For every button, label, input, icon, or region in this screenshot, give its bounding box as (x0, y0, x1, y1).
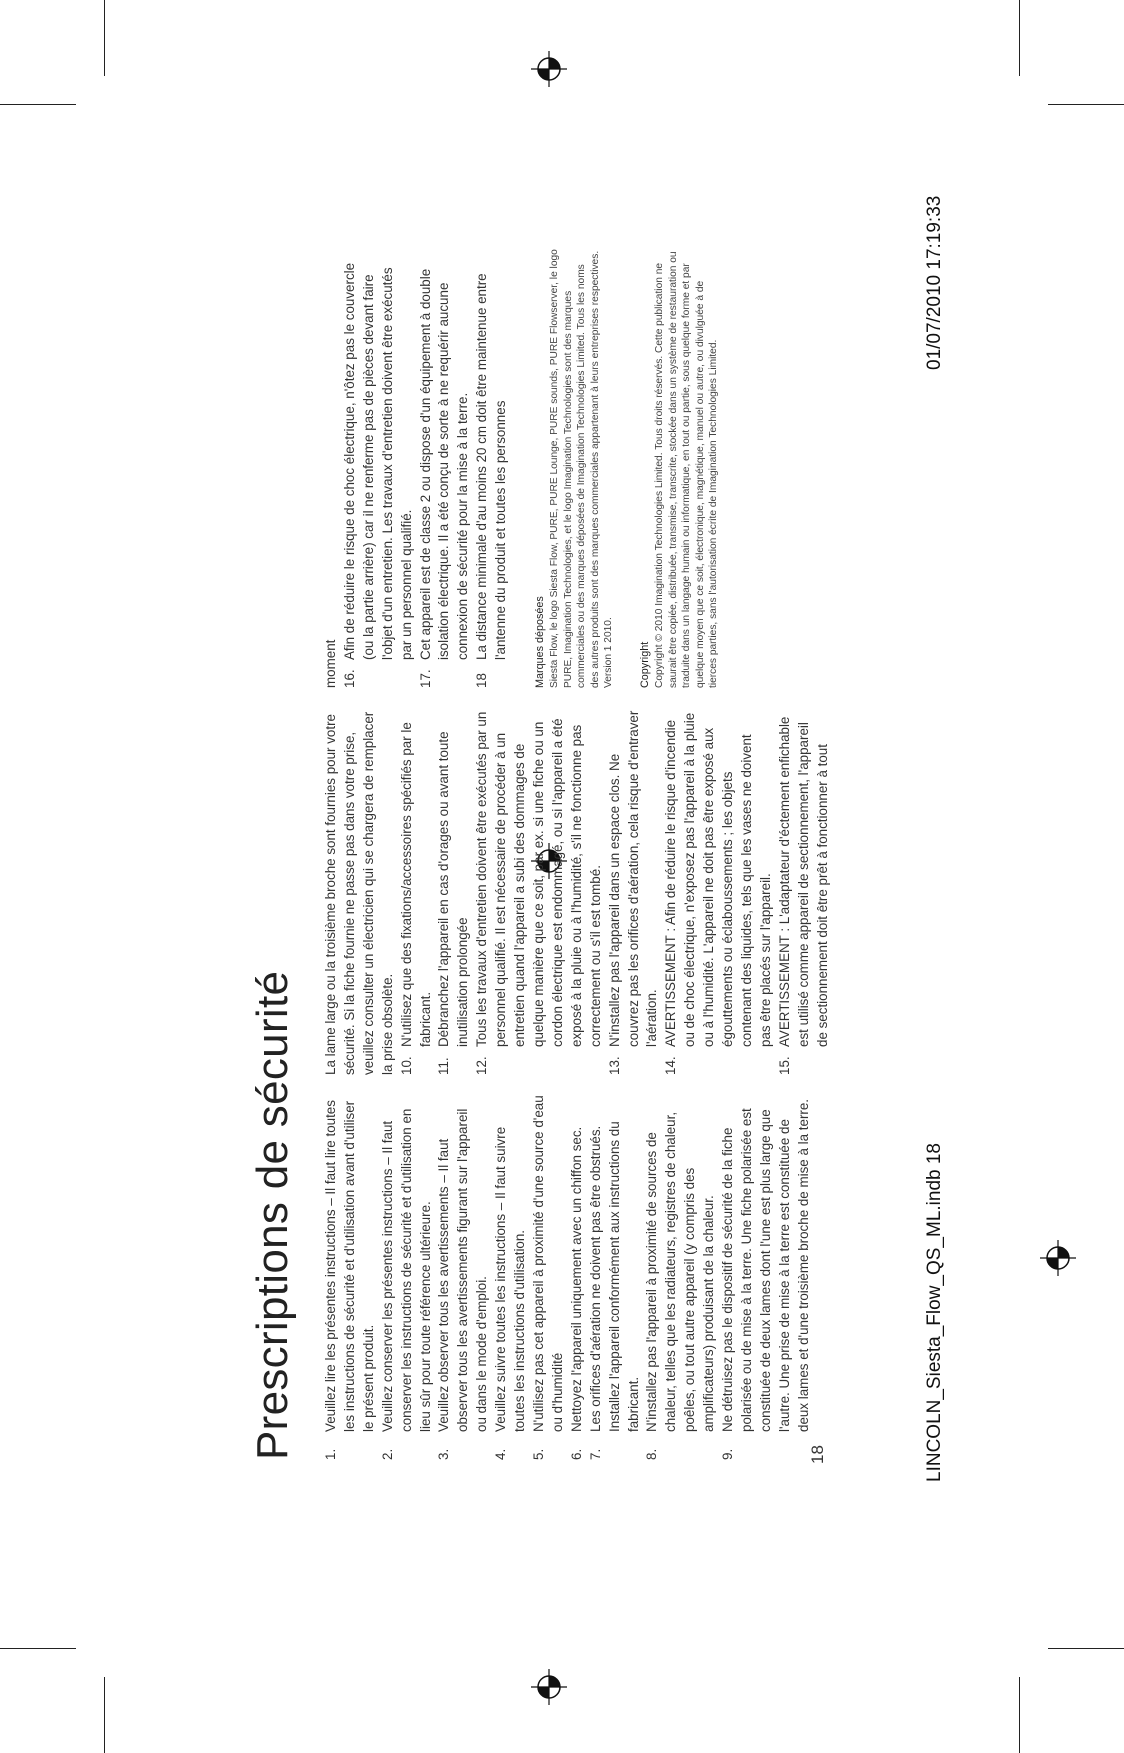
item-number: 1. (323, 1448, 338, 1460)
item-number: 14. (663, 1056, 679, 1075)
continued-text: moment (323, 639, 338, 688)
safety-item (473, 710, 605, 1075)
item-number: 13. (606, 1056, 622, 1075)
item-text: N'utilisez que des fixations/accessoires spécifiés par le fabricant. (398, 722, 433, 1047)
footer-filename: LINCOLN_Siesta_Flow_QS_ML.indb 18 (924, 1142, 945, 1482)
registration-mark-icon (1040, 1240, 1076, 1276)
safety-item (776, 710, 833, 1075)
item-text: Les orifices d'aération ne doivent pas être obstrués. Installez l'appareil conformément aux instructions du fabricant. (587, 1121, 641, 1432)
safety-item (435, 1095, 492, 1460)
trademarks-text: Siesta Flow, le logo Siesta Flow, PURE, PURE Lounge, PURE sounds, PURE Flowserver, le logo PURE, Imagination Technologies, et le logo Imagination Technologies sont des marques commerciales ou des marques déposées de Imagination Technologies Limited. Tous les noms des autres produits sont des marques commerciales appartenant à leurs entreprises respectives. Version 1 2010. (549, 249, 615, 688)
continued-text: La lame large ou la troisième broche sont fournies pour votre sécurité. Si la fiche fournie ne passe pas dans votre prise, veuillez consulter un électricien qui se chargera de remplacer la prise obsolète. (323, 711, 395, 1075)
safety-column-2 (322, 710, 832, 1075)
safety-item (341, 248, 417, 688)
safety-item (492, 1095, 530, 1460)
item-number: 6. (568, 1448, 584, 1460)
item-number: 11. (436, 1057, 452, 1075)
item-text: Débranchez l'appareil en cas d'orages ou avant toute inutilisation prolongée (436, 731, 471, 1047)
item-text: N'installez pas l'appareil dans un espace clos. Ne couvrez pas les orifices d'aération, cela risque d'entraver l'aération. (606, 710, 660, 1047)
safety-item (643, 1095, 719, 1460)
item-text: N'installez pas l'appareil à proximité de sources de chaleur, telles que les radiateurs, registres de chaleur, poêles, ou tout autre appareil (y compris des amplificateurs) produisant de la chaleur. (644, 1111, 717, 1432)
safety-item (587, 1095, 644, 1460)
page-title: Prescriptions de sécurité (248, 970, 297, 1460)
trademarks-heading: Marques déposées (534, 596, 547, 688)
crop-mark (1019, 0, 1020, 76)
crop-mark (1019, 1677, 1020, 1753)
item-text: Nettoyez l'appareil uniquement avec un chiffon sec. (568, 1126, 584, 1432)
item-number: 9. (720, 1448, 736, 1460)
item-number: 2. (379, 1448, 395, 1460)
safety-item (379, 1095, 436, 1460)
copyright-text: Copyright © 2010 Imagination Technologies Limited. Tous droits réservés. Cette publication ne saurait être copiée, distribuée, transmise, transcrite, stockée dans un système de restauration ou traduite dans un langage humain ou informatique, en tout ou partie, sous quelque forme et par quelque moyen que ce soit, électronique, magnétique, manuel ou autre, ou divulguée à de tierces parties, sans l'autorisation écrite de Imagination Technologies Limited. (654, 251, 720, 688)
safety-item (530, 1095, 568, 1460)
safety-list (341, 248, 511, 688)
item-number: 4. (493, 1448, 509, 1460)
safety-list (322, 1095, 814, 1460)
item-text: Afin de réduire le risque de choc électrique, n'ôtez pas le couvercle (ou la partie arrière) car il ne renferme pas de pièces devant faire l'objet d'un entretien. Les travaux d'entretien doivent être exécutés par un personnel qualifié. (341, 262, 414, 660)
crop-mark (104, 0, 105, 76)
crop-mark (0, 1648, 76, 1649)
item-text: N'utilisez pas cet appareil à proximité d'une source d'eau ou d'humidité (530, 1095, 565, 1432)
crop-mark (1048, 104, 1124, 105)
safety-item (719, 1095, 814, 1460)
safety-column-3 (322, 248, 721, 688)
crop-mark (0, 104, 76, 105)
item-number: 10. (398, 1056, 414, 1075)
item-number: 7. (587, 1448, 603, 1460)
crop-mark (1048, 1648, 1124, 1649)
safety-item (322, 1095, 379, 1460)
registration-mark-icon (531, 1669, 567, 1705)
safety-list (398, 710, 833, 1075)
item-text: Ne détruisez pas le dispositif de sécurité de la fiche polarisée ou de mise à la terre. Une fiche polarisée est constituée de deux lames dont l'une est plus large que l'autre. Une prise de mise à la terre est constituée de deux lames et d'une troisième broche de mise à la terre. (720, 1098, 811, 1432)
item-number: 15. (776, 1056, 792, 1075)
item-number: 17. (417, 669, 433, 688)
item-text: Veuillez conserver les présentes instructions – Il faut conserver les instructions de sécurité et d'utilisation en lieu sûr pour toute référence ultérieure. (379, 1108, 433, 1432)
safety-item (435, 710, 473, 1075)
item-text: La distance minimale d'au moins 20 cm doit être maintenue entre l'antenne du produit et toutes les personnes (474, 273, 509, 660)
item-number: 16. (341, 669, 357, 688)
item-number: 5. (530, 1448, 546, 1460)
safety-item (568, 1095, 587, 1460)
registration-mark-icon (531, 51, 567, 87)
item-number: 8. (644, 1448, 660, 1460)
crop-mark (104, 1677, 105, 1753)
item-number: 12. (474, 1056, 490, 1075)
item-number: 18 (474, 673, 490, 688)
item-text: Cet appareil est de classe 2 ou dispose d'un équipement à double isolation électrique. Il a été conçu de sorte à ne requérir aucune connexion de sécurité pour la mise à la terre. (417, 268, 471, 660)
item-text: Veuillez suivre toutes les instructions – Il faut suivre toutes les instructions d'utilisation. (493, 1126, 528, 1432)
safety-item (473, 248, 511, 688)
footer-timestamp: 01/07/2010 17:19:33 (924, 195, 945, 370)
safety-item (417, 248, 474, 688)
safety-column-1 (322, 1095, 814, 1460)
copyright-heading: Copyright (639, 641, 652, 688)
item-text: Veuillez observer tous les avertissements – Il faut observer tous les avertissements figurant sur l'appareil ou dans le mode d'emploi. (436, 1108, 490, 1432)
item-text: Tous les travaux d'entretien doivent être exécutés par un personnel qualifié. Il est nécessaire de procéder à un entretien quand l'appareil a subi des dommages de quelque manière que ce soit, par ex. si une fiche ou un cordon électrique est endommagé, ou si l'appareil a été exposé à la pluie ou à l'humidité, s'il ne fonctionne pas correctement ou s'il est tombé. (474, 711, 603, 1047)
page-number: 18 (808, 1445, 827, 1464)
item-number: 3. (436, 1448, 452, 1460)
safety-item (662, 710, 775, 1075)
item-text: AVERTISSEMENT : Afin de réduire le risque d'incendie ou de choc électrique, n'exposez pas l'appareil à la pluie ou à l'humidité. L'appareil ne doit pas être exposé aux égouttements ou éclaboussements ; les objets contenant des liquides, tels que les vases ne doivent pas être placés sur l'appareil. (663, 712, 773, 1047)
safety-item (398, 710, 436, 1075)
safety-item (606, 710, 663, 1075)
item-text: Veuillez lire les présentes instructions – Il faut lire toutes les instructions de sécurité et d'utilisation avant d'utiliser le présent produit. (323, 1100, 376, 1432)
item-text: AVERTISSEMENT : L'adaptateur d'éctement enfichable est utilisé comme appareil de sectionnement, l'appareil de sectionnement doit être prêt à fonctionner à tout (776, 716, 830, 1047)
rotated-content-frame (230, 125, 960, 1670)
